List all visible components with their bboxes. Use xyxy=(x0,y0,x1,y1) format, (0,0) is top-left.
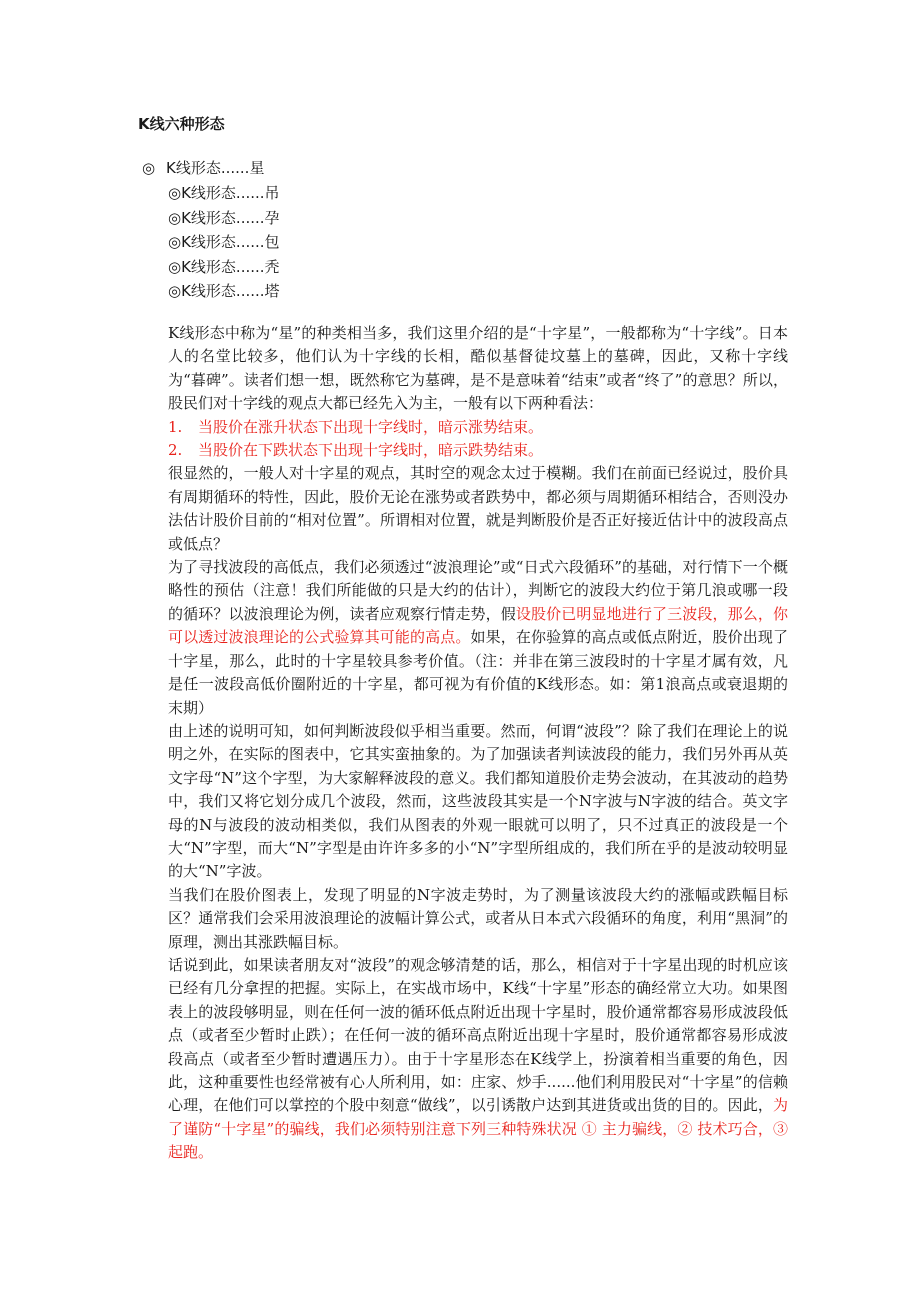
list-item: ◎K线形态......塔 xyxy=(168,282,280,300)
highlight-text: 为了谨防“十字星”的骗线，我们必须特别注意下列三种特殊状况 ① 主力骗线，② 技术巧合，③ 起跑。 xyxy=(168,1096,788,1162)
paragraph-n-wave: 由上述的说明可知，如何判断波段似乎相当重要。然而，何谓“波段”？除了我们在理论上的说明之外，在实际的图表中，它其实蛮抽象的。为了加强读者判读波段的能力，我们另外再从英文字母“N”这个字型，为大家解释波段的意义。我们都知道股价走势会波动，在其波动的趋势中，我们又将它划分成几个波段，然而，这些波段其实是一个N字波与N字波的结合。英文字母的N与波段的波动相类似，我们从图表的外观一眼就可以明了，只不过真正的波段是一个大“N”字型，而大“N”字型是由许许多多的小“N”字型所组成的，我们所在乎的是波动较明显的大“N”字波。 xyxy=(168,721,788,881)
list-item: ◎K线形态......包 xyxy=(168,233,280,251)
pattern-list xyxy=(168,181,280,304)
paragraph-intro: K线形态中称为“星”的种类相当多，我们这里介绍的是“十字星”，一般都称为“十字线”。日本人的名堂比较多，他们认为十字线的长相，酷似基督徒坟墓上的墓碑，因此，又称十字线为“暮碑”。读者们想一想，既然称它为墓碑，是不是意味着“结束”或者“终了”的意思？所以，股民们对十字线的观点大都已经先入为主，一般有以下两种看法： xyxy=(168,324,788,413)
list-item: K线形态......星 xyxy=(166,159,265,177)
list-item: ◎K线形态......吊 xyxy=(168,184,280,202)
bullet-icon: ◎ xyxy=(142,159,156,177)
highlight-text: 设股价已明显地进行了三波段，那么，你可以透过波浪理论的公式验算其可能的高点。 xyxy=(168,604,788,647)
paragraph-target: 当我们在股价图表上，发现了明显的N字波走势时，为了测量该波段大约的涨幅或跌幅目标区？通常我们会采用波浪理论的波幅计算公式，或者从日本式六段循环的角度，利用“黑洞”的原理，测出其涨跌幅目标。 xyxy=(168,885,788,951)
list-item: ◎K线形态......孕 xyxy=(168,208,280,227)
article-body xyxy=(168,322,788,1165)
list-item: ◎K线形态......秃 xyxy=(168,257,280,276)
document-title: K线六种形态 xyxy=(138,115,225,133)
point-two: 2. 当股价在下跌状态下出现十字线时，暗示跌势结束。 xyxy=(168,441,544,460)
pattern-list-first xyxy=(142,157,264,179)
point-one: 1. 当股价在涨升状态下出现十字线时，暗示涨势结束。 xyxy=(168,417,544,436)
paragraph-wave-theory: 为了寻找波段的高低点，我们必须透过“波浪理论”或“日式六段循环”的基础，对行情下一个概略性的预估（注意！我们所能做的只是大约的估计），判断它的波段大约位于第几浪或哪一段的循环？以波浪理论为例，读者应观察行情走势，假设股价已明显地进行了三波段，那么，你可以透过波浪理论的公式验算其可能的高点。如果，在你验算的高点或低点附近，股价出现了十字星，那么，此时的十字星较具参考价值。（注：并非在第三波段时的十字星才属有效，凡是任一波段高低价圈附近的十字星，都可视为有价值的K线形态。如：第1浪高点或衰退期的末期） xyxy=(168,558,788,717)
paragraph-conclusion: 话说到此，如果读者朋友对“波段”的观念够清楚的话，那么，相信对于十字星出现的时机应该已经有几分拿捏的把握。实际上，在实战市场中，K线“十字星”形态的确经常立大功。如果图表上的波段够明显，则在任何一波的循环低点附近出现十字星时，股价通常都容易形成波段低点（或者至少暂时止跌）；在任何一波的循环高点附近出现十字星时，股价通常都容易形成波段高点（或者至少暂时遭遇压力）。由于十字星形态在K线学上，扮演着相当重要的角色，因此，这种重要性也经常被有心人所利用，如：庄家、炒手......他们利用股民对“十字星”的信赖心理，在他们可以掌控的个股中刻意“做线”，以引诱散户达到其进货或出货的目的。因此，为了谨防“十字星”的骗线，我们必须特别注意下列三种特殊状况 ① 主力骗线，② 技术巧合，③ 起跑。 xyxy=(168,955,788,1162)
paragraph-time-space: 很显然的，一般人对十字星的观点，其时空的观念太过于模糊。我们在前面已经说过，股价具有周期循环的特性，因此，股价无论在涨势或者跌势中，都必须与周期循环相结合，否则没办法估计股价目前的“相对位置”。所谓相对位置，就是判断股价是否正好接近估计中的波段高点或低点？ xyxy=(168,464,788,553)
